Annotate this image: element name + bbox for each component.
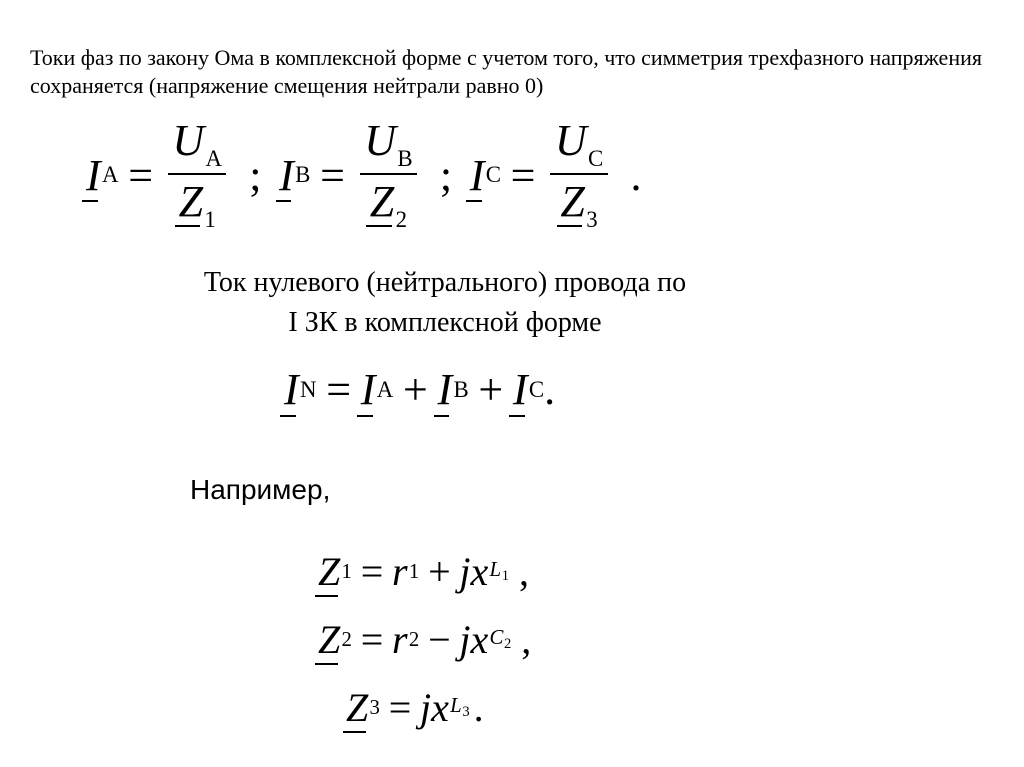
phase-currents-formula [86,118,659,232]
neutral-caption-line1: Ток нулевого (нейтрального) провода по [203,267,687,298]
reactance-3-subscript: $L_3$ [450,693,470,721]
fraction-a-numerator: $U_A$ [168,118,226,175]
fraction-c-numerator: $U_C$ [550,118,607,175]
term-c-subscript: C [528,376,545,402]
term-c-symbol: I [512,365,528,414]
resistance-1-subscript: 1 [408,559,420,583]
equals-sign: = [128,150,154,200]
current-c-symbol: I [469,150,485,200]
current-a-subscript: A [102,162,119,188]
term-b-subscript: B [453,376,469,402]
term-a-symbol: I [360,365,376,414]
fraction-b-numerator: $U_B$ [360,118,417,175]
current-c-subscript: C [485,162,501,188]
reactance-1-subscript: $L_1$ [489,557,509,585]
plus-sign: + [402,365,428,414]
equals-sign: = [320,150,345,200]
intro-paragraph: Токи фаз по закону Ома в комплексной форме с учетом того, что симметрия трехфазного напряжения сохраняется (напряжение смещения нейтрали равно 0) [30,45,982,98]
resistance-2-symbol: r [392,617,408,662]
fraction-c-denominator: $Z_3$ [560,176,598,233]
reactance-2-symbol: jx [459,617,489,662]
impedance-1-subscript: 1 [341,559,352,583]
impedance-2-symbol: Z [318,617,341,662]
neutral-current-subscript: N [300,376,317,402]
end-punctuation: . [630,150,642,200]
separator: ; [249,150,262,200]
term-b-symbol: I [437,365,453,414]
impedance-2-subscript: 2 [341,627,352,651]
separator: ; [439,150,453,200]
equals-sign: = [388,685,412,730]
neutral-current-symbol: I [284,365,299,414]
reactance-2-subscript: $C_2$ [489,625,512,653]
equals-sign: = [510,150,536,200]
fraction-a-denominator: $Z_1$ [178,176,216,233]
current-b-symbol: I [279,150,294,200]
impedance-1-symbol: Z [318,549,341,594]
neutral-caption-line2: I ЗК в комплексной форме [288,307,602,338]
current-b-subscript: B [295,162,311,188]
end-punctuation: , [518,549,529,594]
impedance-formula-2 [318,616,531,663]
reactance-3-symbol: jx [420,685,449,730]
equals-sign: = [360,617,384,662]
neutral-current-formula [284,364,555,415]
impedance-formula-1 [318,548,529,595]
reactance-1-symbol: jx [459,549,489,594]
example-label: Например, [190,474,331,505]
end-punctuation: , [521,617,532,662]
resistance-2-subscript: 2 [408,627,420,651]
end-punctuation: . [473,685,484,730]
impedance-3-symbol: Z [346,685,369,730]
fraction-b-denominator: $Z_2$ [369,176,408,233]
fraction-b [360,118,417,232]
term-a-subscript: A [376,376,394,402]
impedance-3-subscript: 3 [369,695,380,719]
current-a-symbol: I [86,150,101,200]
impedance-formula-3 [346,684,484,731]
equals-sign: = [326,365,352,414]
plus-sign: + [478,365,504,414]
resistance-1-symbol: r [392,549,408,594]
minus-sign: − [428,617,451,662]
fraction-c [550,118,607,232]
end-punctuation: . [544,365,556,414]
equals-sign: = [360,549,384,594]
plus-sign: + [428,549,451,594]
fraction-a [168,118,226,232]
